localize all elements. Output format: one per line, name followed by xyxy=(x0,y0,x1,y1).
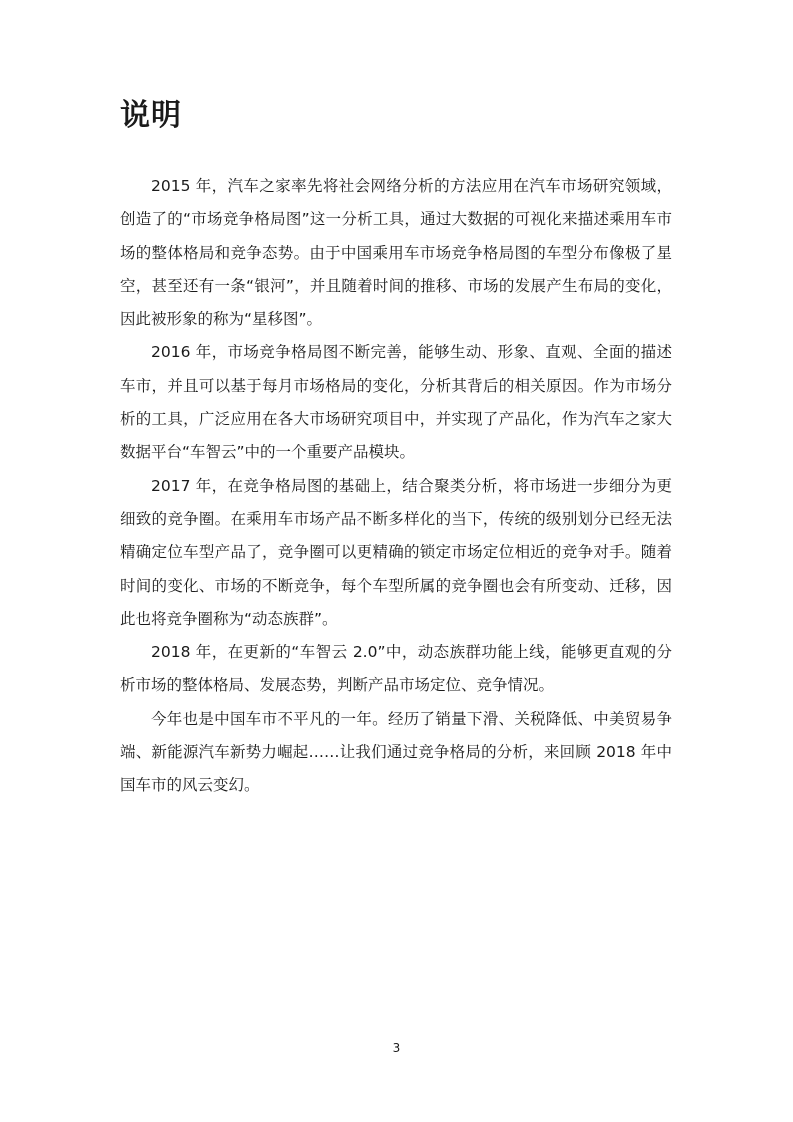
page-title: 说明 xyxy=(120,98,182,133)
paragraph-this-year: 今年也是中国车市不平凡的一年。经历了销量下滑、关税降低、中美贸易争端、新能源汽车新势力崛起……让我们通过竞争格局的分析，来回顾 2018 年中国车市的风云变幻。 xyxy=(120,709,672,795)
paragraph-2018: 2018 年，在更新的“车智云 2.0”中，动态族群功能上线，能够更直观的分析市场的整体格局、发展态势，判断产品市场定位、竞争情况。 xyxy=(120,643,672,695)
paragraph-2016: 2016 年，市场竞争格局图不断完善，能够生动、形象、直观、全面的描述车市，并且可以基于每月市场格局的变化，分析其背后的相关原因。作为市场分析的工具，广泛应用在各大市场研究项目中，并实现了产品化，作为汽车之家大数据平台“车智云”中的一个重要产品模块。 xyxy=(120,343,672,462)
body-text xyxy=(120,170,672,803)
paragraph-2015: 2015 年，汽车之家率先将社会网络分析的方法应用在汽车市场研究领域，创造了的“市场竞争格局图”这一分析工具，通过大数据的可视化来描述乘用车市场的整体格局和竞争态势。由于中国乘用车市场竞争格局图的车型分布像极了星空，甚至还有一条“银河”，并且随着时间的推移、市场的发展产生布局的变化，因此被形象的称为“星移图”。 xyxy=(120,177,672,329)
page-number: 3 xyxy=(392,1041,401,1055)
paragraph-2017: 2017 年，在竞争格局图的基础上，结合聚类分析，将市场进一步细分为更细致的竞争圈。在乘用车市场产品不断多样化的当下，传统的级别划分已经无法精确定位车型产品了，竞争圈可以更精确的锁定市场定位相近的竞争对手。随着时间的变化、市场的不断竞争，每个车型所属的竞争圈也会有所变动、迁移，因此也将竞争圈称为“动态族群”。 xyxy=(120,476,672,628)
